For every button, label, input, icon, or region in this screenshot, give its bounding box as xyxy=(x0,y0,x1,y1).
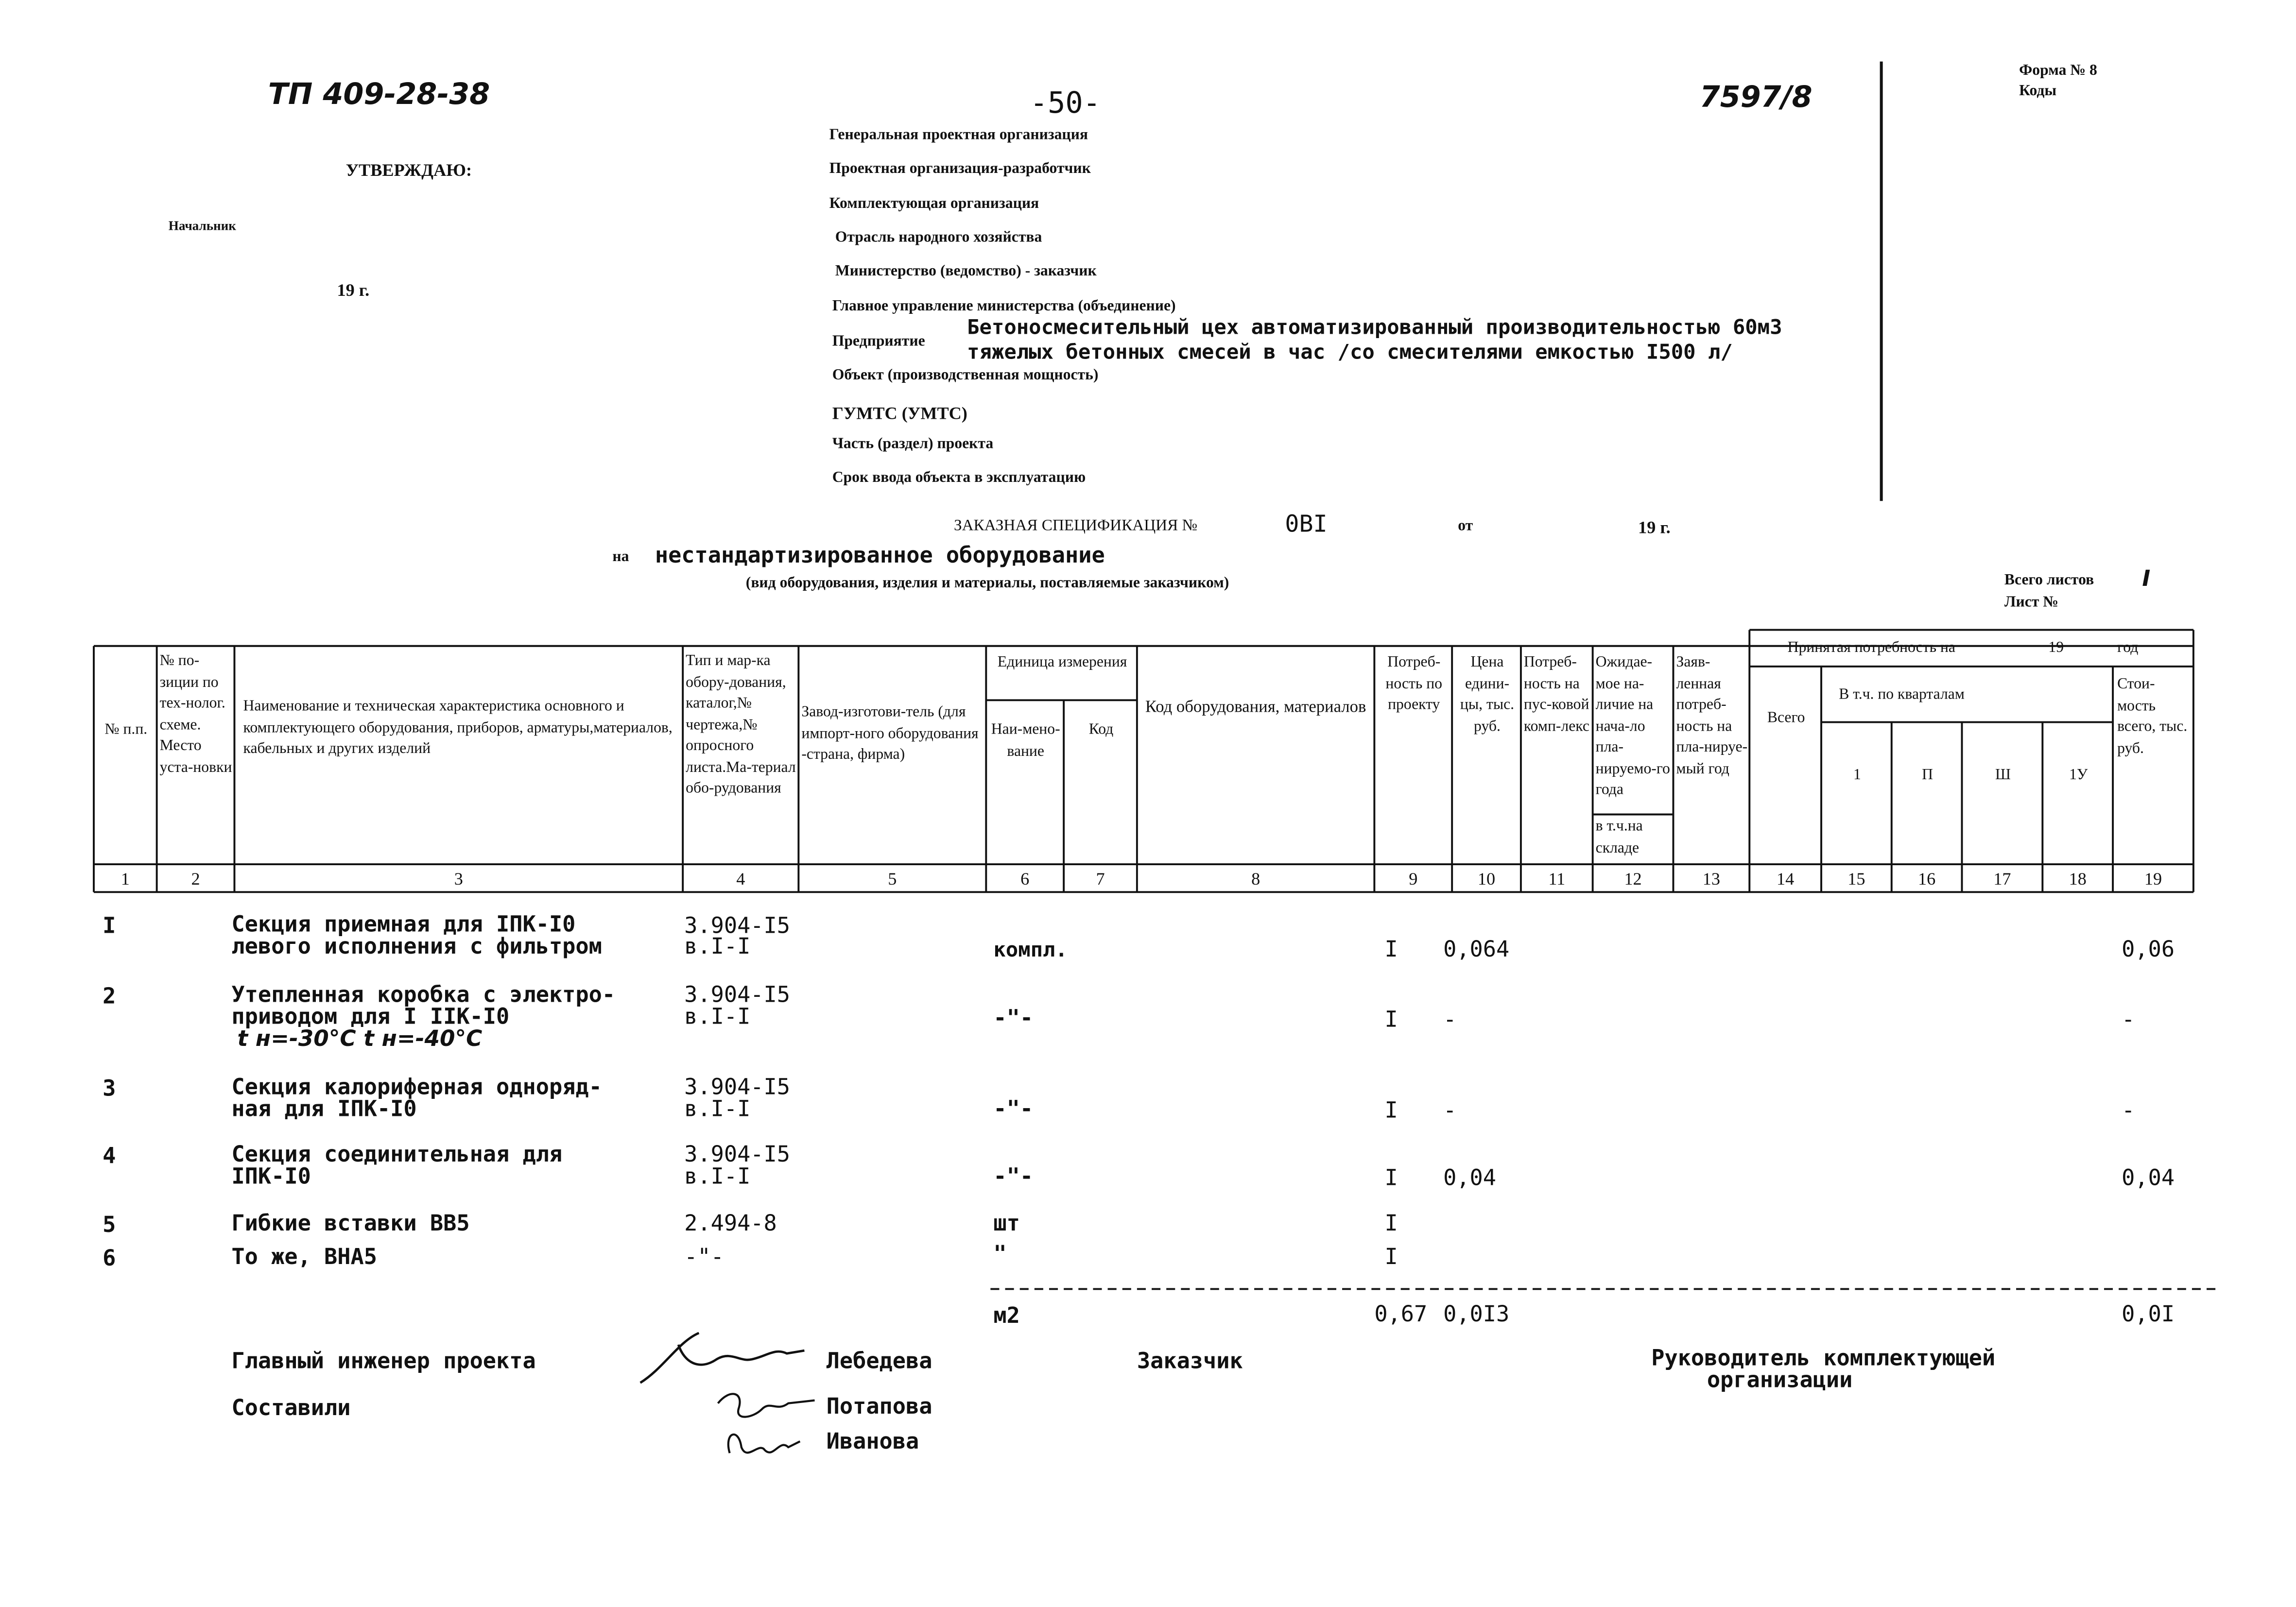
header-quarter-3: Ш xyxy=(1995,768,2011,784)
codes-label: Коды xyxy=(2019,83,2057,100)
header-cost-total: Стои-мость всего, тыс. руб. xyxy=(2117,677,2188,757)
row-type-line1: -"- xyxy=(684,1243,724,1270)
enterprise-value-line1: Бетоносмесительный цех автоматизированный производительностью 60м3 xyxy=(967,316,1782,340)
row-qty: I xyxy=(1384,1243,1398,1270)
row-unit: компл. xyxy=(993,939,1068,963)
header-unit-group: Единица измерения xyxy=(997,654,1127,671)
row-cost: 0,06 xyxy=(2122,936,2175,963)
header-name: Наименование и техническая характеристика основного и комплектующего оборудования, приборов, арматуры,материалов, кабельных и других изделий xyxy=(243,699,673,757)
row-type-line1: 3.904-I5 xyxy=(684,981,791,1008)
row-name-line1: То же, ВНА5 xyxy=(231,1243,377,1270)
column-number: 2 xyxy=(191,869,200,889)
row-number: 5 xyxy=(103,1211,116,1238)
compiler-1-name: Потапова xyxy=(826,1393,932,1419)
summary-cost: 0,0I xyxy=(2122,1300,2175,1327)
spec-year: 19 г. xyxy=(1638,517,1671,538)
header-in-warehouse: в т.ч.на складе xyxy=(1595,819,1643,856)
gumts-label: ГУМТС (УМТС) xyxy=(832,403,967,424)
row-qty: I xyxy=(1384,1164,1398,1191)
column-number: 13 xyxy=(1702,869,1720,889)
header-type: Тип и мар-ка обору-дования, каталог,№ чертежа,№ опросного листа.Ма-териал обо-рудования xyxy=(686,653,796,797)
commissioning-date-label: Срок ввода объекта в эксплуатацию xyxy=(832,470,1086,487)
customer-label: Заказчик xyxy=(1137,1348,1243,1374)
document-code: 7597/8 xyxy=(1699,79,1813,115)
row-price: - xyxy=(1443,1097,1457,1124)
spec-subject: нестандартизированное оборудование xyxy=(655,542,1105,568)
column-number: 15 xyxy=(1847,869,1865,889)
column-number: 9 xyxy=(1409,869,1418,889)
row-type-line1: 3.904-I5 xyxy=(684,1141,791,1168)
header-accepted-year: 19 xyxy=(2048,640,2064,656)
row-unit: -"- xyxy=(993,1005,1034,1031)
column-number: 16 xyxy=(1918,869,1936,889)
row-type-line1: 2.494-8 xyxy=(684,1210,777,1236)
header-demand-startup: Потреб-ность на пус-ковой комп-лекс xyxy=(1523,654,1589,735)
row-name-line3: t н=-30°С t н=-40°С xyxy=(237,1025,483,1052)
row-type-line2: в.I-I xyxy=(684,1163,751,1190)
sheet-number-label: Лист № xyxy=(2004,595,2059,611)
column-number: 17 xyxy=(1993,869,2011,889)
compiled-label: Составили xyxy=(231,1394,351,1421)
project-part-label: Часть (раздел) проекта xyxy=(832,436,994,453)
header-quarter-4: 1У xyxy=(2069,768,2088,784)
row-name-line1: Секция соединительная для xyxy=(231,1141,563,1168)
row-number: 6 xyxy=(103,1245,116,1272)
national-economy-branch: Отрасль народного хозяйства xyxy=(835,230,1042,246)
approval-chief: Начальник xyxy=(168,218,236,233)
page-number: -50- xyxy=(1030,85,1101,120)
summary-unit: м2 xyxy=(993,1302,1020,1329)
form-label: Форма № 8 xyxy=(2019,63,2097,79)
row-unit: -"- xyxy=(993,1163,1034,1190)
column-number: 14 xyxy=(1777,869,1795,889)
chief-engineer-label: Главный инженер проекта xyxy=(231,1348,536,1374)
column-number: 10 xyxy=(1477,869,1496,889)
header-accepted-god: год xyxy=(2117,640,2139,656)
approval-title: УТВЕРЖДАЮ: xyxy=(345,159,472,180)
row-name-line2: левого исполнения с фильтром xyxy=(231,933,602,960)
ministry-customer: Министерство (ведомство) - заказчик xyxy=(835,263,1097,280)
row-price: - xyxy=(1443,1006,1457,1033)
header-equipment-code: Код оборудования, материалов xyxy=(1145,699,1366,717)
header-unit-code: Код xyxy=(1088,722,1114,738)
approval-year: 19 г. xyxy=(337,279,370,301)
header-declared-demand: Заяв-ленная потреб-ность на пла-нируе-мый год xyxy=(1676,654,1748,777)
row-name-line1: Секция калориферная однoряд- xyxy=(231,1074,602,1100)
column-number: 3 xyxy=(454,869,463,889)
row-name-line2: IПК-I0 xyxy=(231,1163,311,1190)
row-qty: I xyxy=(1384,936,1398,963)
row-type-line1: 3.904-I5 xyxy=(684,912,791,939)
org-head-line2: организации xyxy=(1707,1367,1853,1393)
enterprise-label: Предприятие xyxy=(832,334,925,350)
row-name-line2: приводом для I IIК-I0 xyxy=(231,1003,510,1030)
row-unit: -"- xyxy=(993,1095,1034,1122)
row-number: 3 xyxy=(103,1075,116,1102)
column-number: 12 xyxy=(1624,869,1642,889)
row-name-line1: Гибкие вставки ВВ5 xyxy=(231,1210,470,1236)
row-cost: - xyxy=(2122,1097,2135,1124)
spec-na: на xyxy=(612,549,629,565)
spec-from: от xyxy=(1458,518,1473,535)
row-number: 2 xyxy=(103,983,116,1009)
row-price: 0,04 xyxy=(1443,1164,1496,1191)
header-position: № по-зиции по тех-нолог. схеме. Место уста-новки xyxy=(159,653,232,776)
summary-price: 0,0I3 xyxy=(1443,1300,1510,1327)
column-number: 18 xyxy=(2069,869,2087,889)
row-price: 0,064 xyxy=(1443,936,1510,963)
total-sheets-label: Всего листов xyxy=(2004,572,2094,589)
row-name-line2: ная для IПК-I0 xyxy=(231,1095,417,1122)
row-type-line2: в.I-I xyxy=(684,1003,751,1030)
spec-subtitle: (вид оборудования, изделия и материалы, поставляемые заказчиком) xyxy=(745,576,1229,592)
chief-engineer-name: Лебедева xyxy=(826,1348,932,1374)
spec-title: ЗАКАЗНАЯ СПЕЦИФИКАЦИЯ № xyxy=(953,517,1198,535)
column-number: 11 xyxy=(1548,869,1566,889)
column-number: 4 xyxy=(736,869,745,889)
completing-org: Комплектующая организация xyxy=(829,196,1039,213)
row-cost: - xyxy=(2122,1006,2135,1033)
header-unit-name: Наи-мено-вание xyxy=(991,722,1060,760)
header-quarter-1: 1 xyxy=(1853,768,1861,784)
total-sheets-value: I xyxy=(2142,565,2151,592)
row-cost: 0,04 xyxy=(2122,1164,2175,1191)
tp-code: ТП 409-28-38 xyxy=(268,76,490,112)
header-expected-stock: Ожидае-мое на-личие на нача-ло пла-нируемо-го года xyxy=(1595,654,1670,799)
header-accepted-demand: Принятая потребность на xyxy=(1787,640,1955,656)
row-qty: I xyxy=(1384,1006,1398,1033)
column-number: 5 xyxy=(888,869,897,889)
org-head-line1: Руководитель комплектующей xyxy=(1651,1345,1996,1371)
column-number: 7 xyxy=(1096,869,1105,889)
object-label: Объект (производственная мощность) xyxy=(832,367,1099,384)
general-design-org: Генеральная проектная организация xyxy=(829,127,1088,144)
row-unit: шт xyxy=(993,1210,1020,1236)
header-unit-price: Цена едини-цы, тыс. руб. xyxy=(1460,654,1515,735)
header-row-number: № п.п. xyxy=(104,722,148,738)
row-type-line2: в.I-I xyxy=(684,933,751,960)
column-number: 1 xyxy=(121,869,130,889)
compilers-signature xyxy=(709,1383,820,1470)
spec-number: 0BI xyxy=(1285,510,1328,538)
column-number: 8 xyxy=(1251,869,1260,889)
summary-qty: 0,67 xyxy=(1374,1300,1428,1327)
row-type-line1: 3.904-I5 xyxy=(684,1074,791,1100)
header-manufacturer: Завод-изготови-тель (для импорт-ного оборудования -страна, фирма) xyxy=(801,704,979,763)
ministry-main-department: Главное управление министерства (объединение) xyxy=(832,299,1176,315)
column-number: 6 xyxy=(1020,869,1030,889)
header-quarter-2: П xyxy=(1922,768,1933,784)
row-qty: I xyxy=(1384,1210,1398,1236)
row-name-line1: Утепленная коробка с электро- xyxy=(231,981,616,1008)
compiler-2-name: Иванова xyxy=(826,1428,919,1455)
header-by-quarters: В т.ч. по кварталам xyxy=(1839,687,1965,703)
enterprise-value-line2: тяжелых бетонных смесей в час /со смесителями емкостью I500 л/ xyxy=(967,341,1733,365)
column-number: 19 xyxy=(2144,869,2162,889)
row-number: I xyxy=(103,912,116,939)
row-name-line1: Секция приемная для IПК-I0 xyxy=(231,911,576,938)
row-number: 4 xyxy=(103,1142,116,1169)
design-org-developer: Проектная организация-разработчик xyxy=(829,161,1091,177)
row-type-line2: в.I-I xyxy=(684,1095,751,1122)
header-demand-project: Потреб-ность по проекту xyxy=(1385,654,1443,714)
row-qty: I xyxy=(1384,1097,1398,1124)
row-unit: " xyxy=(993,1240,1007,1267)
header-total: Всего xyxy=(1767,710,1805,727)
